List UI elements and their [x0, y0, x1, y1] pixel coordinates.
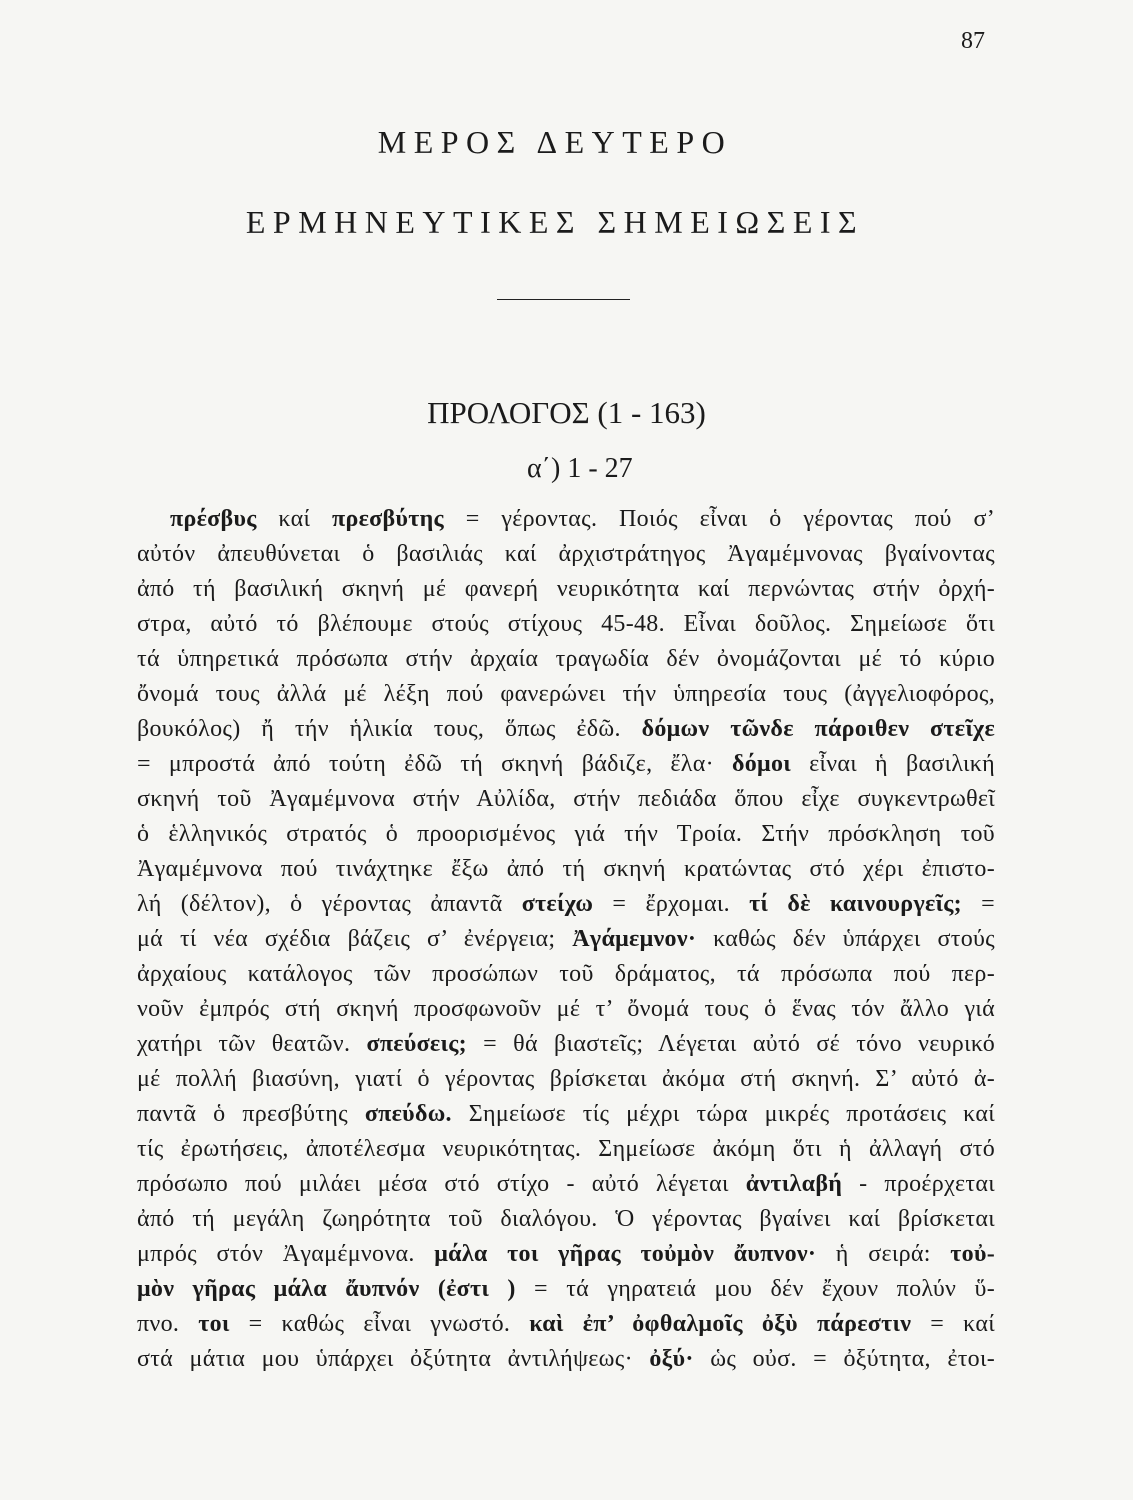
- text-span: ἡ σειρά:: [816, 1241, 951, 1267]
- text-span: = θά βιαστεῖς; Λέγεται αὐτό σέ τόνο νευρικό: [466, 1031, 996, 1057]
- subheading: α΄) 1 - 27: [527, 453, 633, 484]
- text-line: [137, 607, 995, 642]
- text-line: [137, 1167, 995, 1202]
- text-line: [137, 502, 995, 537]
- text-span: ὡς οὐσ. = ὀξύτητα, ἐτοι-: [693, 1346, 995, 1372]
- text-span: = καί: [911, 1311, 995, 1337]
- text-line: [137, 852, 995, 887]
- text-line: [137, 747, 995, 782]
- text-line: [137, 957, 995, 992]
- text-line: [137, 677, 995, 712]
- body-text: [137, 502, 995, 1377]
- text-line: [137, 712, 995, 747]
- text-line: [137, 1272, 995, 1307]
- bold-term: δόμοι: [731, 751, 791, 777]
- text-line: [137, 1062, 995, 1097]
- divider-rule: [497, 299, 630, 300]
- text-span: ἀρχαίους κατάλογος τῶν προσώπων τοῦ δράματος, τά πρόσωπα πού περ-: [137, 961, 995, 987]
- text-span: πρόσωπο πού μιλάει μέσα στό στίχο - αὐτό λέγεται: [137, 1171, 746, 1197]
- text-line: [137, 887, 995, 922]
- bold-term: δόμων τῶνδε πάροιθεν στεῖχε: [641, 716, 995, 742]
- text-span: πνο.: [137, 1311, 199, 1337]
- bold-term: καὶ ἐπ’ ὀφθαλμοῖς ὀξὺ πάρεστιν: [529, 1311, 912, 1337]
- bold-term: πρεσβύτης: [332, 506, 444, 532]
- text-span: βουκόλος) ἤ τήν ἡλικία τους, ὅπως ἐδῶ.: [137, 716, 642, 742]
- text-span: μπρός στόν Ἀγαμέμνονα.: [137, 1241, 435, 1267]
- text-line: [137, 572, 995, 607]
- text-span: μά τί νέα σχέδια βάζεις σ’ ἐνέργεια;: [137, 926, 573, 952]
- text-span: στά μάτια μου ὑπάρχει ὀξύτητα ἀντιλήψεως·: [137, 1346, 650, 1372]
- text-span: εἶναι ἡ βασιλική: [791, 751, 995, 777]
- text-span: = τά γηρατειά μου δέν ἔχουν πολύν ὕ-: [515, 1276, 995, 1302]
- bold-term: στείχω: [521, 891, 594, 917]
- bold-term: ὀξύ·: [649, 1346, 694, 1372]
- chapter-heading: ΠΡΟΛΟΓΟΣ (1 - 163): [427, 395, 706, 430]
- text-span: χατήρι τῶν θεατῶν.: [137, 1031, 367, 1057]
- bold-term: μὸν γῆρας μάλα ἄυπνόν (ἐστι ): [137, 1276, 516, 1302]
- text-span: =: [961, 891, 995, 917]
- text-span: τά ὑπηρετικά πρόσωπα στήν ἀρχαία τραγωδία δέν ὀνομάζονται μέ τό κύριο: [137, 646, 995, 672]
- text-span: αὐτόν ἀπευθύνεται ὁ βασιλιάς καί ἀρχιστράτηγος Ἀγαμέμνονας βγαίνοντας: [137, 541, 995, 567]
- text-span: = καθώς εἶναι γνωστό.: [229, 1311, 530, 1337]
- text-span: τίς ἐρωτήσεις, ἀποτέλεσμα νευρικότητας. Σημείωσε ἀκόμη ὅτι ἡ ἀλλαγή στό: [137, 1136, 995, 1162]
- text-span: λή (δέλτον), ὁ γέροντας ἀπαντᾶ: [137, 891, 522, 917]
- section-title: ΕΡΜΗΝΕΥΤΙΚΕΣ ΣΗΜΕΙΩΣΕΙΣ: [245, 204, 865, 240]
- text-line: [137, 817, 995, 852]
- text-line: [137, 922, 995, 957]
- text-span: καθώς δέν ὑπάρχει στούς: [696, 926, 995, 952]
- text-span: στρα, αὐτό τό βλέπουμε στούς στίχους 45-48. Εἶναι δοῦλος. Σημείωσε ὅτι: [137, 611, 995, 637]
- text-span: = ἔρχομαι.: [593, 891, 750, 917]
- text-span: νοῦν ἐμπρός στή σκηνή προσφωνοῦν μέ τ’ ὄνομά τους ὁ ἕνας τόν ἄλλο γιά: [137, 996, 995, 1022]
- text-line: [137, 992, 995, 1027]
- text-span: καί: [256, 506, 333, 532]
- bold-term: σπεύδω.: [364, 1101, 452, 1127]
- text-span: μέ πολλή βιασύνη, γιατί ὁ γέροντας βρίσκεται ἀκόμα στή σκηνή. Σ’ αὐτό ἀ-: [137, 1066, 995, 1092]
- page-number: 87: [961, 28, 985, 54]
- text-span: - προέρχεται: [842, 1171, 995, 1197]
- bold-term: σπεύσεις;: [366, 1031, 467, 1057]
- text-span: Σημείωσε τίς μέχρι τώρα μικρές προτάσεις καί: [451, 1101, 995, 1127]
- bold-term: ἀντιλαβή: [745, 1171, 843, 1197]
- text-line: [137, 1202, 995, 1237]
- bold-term: τοὐ-: [950, 1241, 995, 1267]
- part-title: ΜΕΡΟΣ ΔΕΥΤΕΡΟ: [377, 124, 733, 160]
- text-line: [137, 1132, 995, 1167]
- bold-term: μάλα τοι γῆρας τοὐμὸν ἄυπνον·: [434, 1241, 817, 1267]
- text-line: [137, 1342, 995, 1377]
- text-line: [137, 782, 995, 817]
- text-span: = μπροστά ἀπό τούτη ἐδῶ τή σκηνή βάδιζε, ἔλα·: [137, 751, 732, 777]
- bold-term: πρέσβυς: [170, 506, 257, 532]
- bold-term: τί δὲ καινουργεῖς;: [749, 891, 962, 917]
- text-span: σκηνή τοῦ Ἀγαμέμνονα στήν Αὐλίδα, στήν πεδιάδα ὅπου εἶχε συγκεντρωθεῖ: [137, 786, 995, 812]
- text-line: [137, 1027, 995, 1062]
- text-span: ὁ ἑλληνικός στρατός ὁ προορισμένος γιά τήν Τροία. Στήν πρόσκληση τοῦ: [137, 821, 995, 847]
- text-span: ἀπό τή μεγάλη ζωηρότητα τοῦ διαλόγου. Ὁ γέροντας βγαίνει καί βρίσκεται: [137, 1206, 995, 1232]
- text-line: [137, 537, 995, 572]
- text-span: ὄνομά τους ἀλλά μέ λέξη πού φανερώνει τήν ὑπηρεσία τους (ἀγγελιοφόρος,: [137, 681, 995, 707]
- text-span: ἀπό τή βασιλική σκηνή μέ φανερή νευρικότητα καί περνώντας στήν ὀρχή-: [137, 576, 995, 602]
- bold-term: Ἀγάμεμνον·: [572, 926, 697, 952]
- text-line: [137, 1097, 995, 1132]
- text-span: = γέροντας. Ποιός εἶναι ὁ γέροντας πού σ’: [443, 506, 995, 532]
- text-line: [137, 1307, 995, 1342]
- text-line: [137, 1237, 995, 1272]
- bold-term: τοι: [198, 1311, 230, 1337]
- text-line: [137, 642, 995, 677]
- text-span: Ἀγαμέμνονα πού τινάχτηκε ἔξω ἀπό τή σκηνή κρατώντας στό χέρι ἐπιστο-: [137, 856, 995, 882]
- text-span: παντᾶ ὁ πρεσβύτης: [137, 1101, 365, 1127]
